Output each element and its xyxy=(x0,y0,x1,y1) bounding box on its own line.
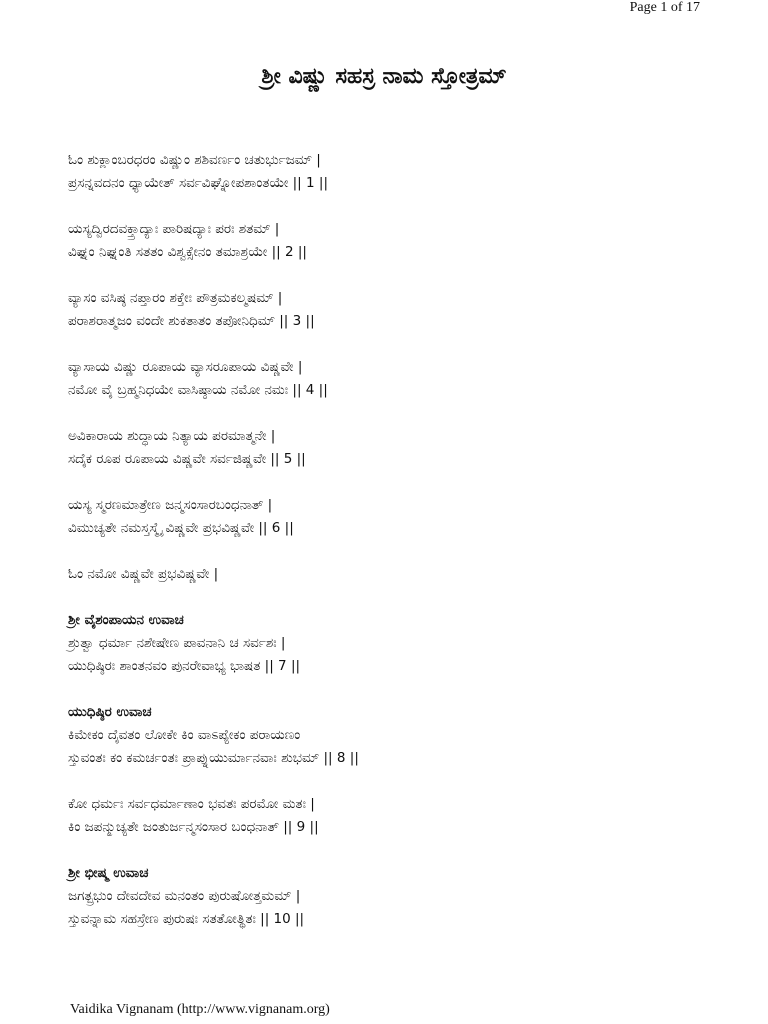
verse-block xyxy=(68,218,728,264)
verse-block xyxy=(68,356,728,402)
verse-line: ಯಸ್ಯದ್ವಿರದವಕ್ತ್ರಾದ್ಯಾಃ ಪಾರಿಷದ್ಯಾಃ ಪರಃ ಶತಮ್ | xyxy=(68,221,280,237)
verse-block xyxy=(68,149,728,195)
verse-line: ಓಂ ಶುಕ್ಲಾಂಬರಧರಂ ವಿಷ್ಣುಂ ಶಶಿವರ್ಣಂ ಚತುರ್ಭುಜಮ್ | xyxy=(68,152,321,168)
verse-line: ನಮೋ ವೈ ಬ್ರಹ್ಮನಿಧಯೇ ವಾಸಿಷ್ಠಾಯ ನಮೋ ನಮಃ || 4 || xyxy=(68,382,328,398)
verse-line: ವಿಘ್ನಂ ನಿಘ್ನಂತಿ ಸತತಂ ವಿಶ್ವಕ್ಸೇನಂ ತಮಾಶ್ರಯೇ || 2 || xyxy=(68,244,307,260)
verse-line: ಓಂ ನಮೋ ವಿಷ್ಣವೇ ಪ್ರಭವಿಷ್ಣವೇ | xyxy=(68,566,219,582)
verse-line: ವ್ಯಾಸಂ ವಸಿಷ್ಠ ನಪ್ತಾರಂ ಶಕ್ತೇಃ ಪೌತ್ರಮಕಲ್ಮಷಮ್ | xyxy=(68,290,283,306)
verse-line: ಯುಧಿಷ್ಠಿರಃ ಶಾಂತನವಂ ಪುನರೇವಾಭ್ಯ ಭಾಷತ || 7 || xyxy=(68,658,301,674)
verse-line: ಸ್ತುವಂತಃ ಕಂ ಕಮರ್ಚಂತಃ ಪ್ರಾಪ್ನುಯುರ್ಮಾನವಾಃ ಶುಭಮ್ || 8 || xyxy=(68,750,359,766)
speaker-heading: ಯುಧಿಷ್ಠಿರ ಉವಾಚ xyxy=(68,704,152,720)
verse-block xyxy=(68,862,728,931)
verse-line: ಸದೈಕ ರೂಪ ರೂಪಾಯ ವಿಷ್ಣವೇ ಸರ್ವಜಿಷ್ಣವೇ || 5 || xyxy=(68,451,306,467)
verse-block xyxy=(68,701,728,770)
page-number: Page 1 of 17 xyxy=(629,0,700,15)
speaker-heading: ಶ್ರೀ ವೈಶಂಪಾಯನ ಉವಾಚ xyxy=(68,612,184,628)
verse-line: ಪ್ರಸನ್ನವದನಂ ಧ್ಯಾಯೇತ್ ಸರ್ವವಿಘ್ನೋಪಶಾಂತಯೇ || 1 || xyxy=(68,175,328,191)
verse-line: ಪರಾಶರಾತ್ಮಜಂ ವಂದೇ ಶುಕತಾತಂ ತಪೋನಿಧಿಮ್ || 3 || xyxy=(68,313,315,329)
document-title: ಶ್ರೀ ವಿಷ್ಣು ಸಹಸ್ರ ನಾಮ ಸ್ತೋತ್ರಮ್ xyxy=(261,64,507,89)
verse-line: ಸ್ತುವನ್ನಾಮ ಸಹಸ್ರೇಣ ಪುರುಷಃ ಸತತೋತ್ಥಿತಃ || 10 || xyxy=(68,911,305,927)
stanza-list xyxy=(68,149,728,954)
verse-block xyxy=(68,609,728,678)
verse-line: ಅವಿಕಾರಾಯ ಶುದ್ಧಾಯ ನಿತ್ಯಾಯ ಪರಮಾತ್ಮನೇ | xyxy=(68,428,276,444)
verse-block xyxy=(68,563,728,586)
verse-line: ಕಿಂ ಜಪನ್ಮುಚ್ಯತೇ ಜಂತುರ್ಜನ್ಮಸಂಸಾರ ಬಂಧನಾತ್ || 9 || xyxy=(68,819,319,835)
verse-block xyxy=(68,287,728,333)
speaker-heading: ಶ್ರೀ ಭೀಷ್ಮ ಉವಾಚ xyxy=(68,865,149,881)
verse-block xyxy=(68,793,728,839)
verse-block xyxy=(68,425,728,471)
verse-line: ವ್ಯಾಸಾಯ ವಿಷ್ಣು ರೂಪಾಯ ವ್ಯಾಸರೂಪಾಯ ವಿಷ್ಣವೇ | xyxy=(68,359,303,375)
footer-credit: Vaidika Vignanam (http://www.vignanam.org) xyxy=(70,1002,330,1017)
verse-block xyxy=(68,494,728,540)
verse-line: ಯಸ್ಯ ಸ್ಮರಣಮಾತ್ರೇಣ ಜನ್ಮಸಂಸಾರಬಂಧನಾತ್ | xyxy=(68,497,273,513)
verse-line: ಜಗತ್ಪ್ರಭುಂ ದೇವದೇವ ಮನಂತಂ ಪುರುಷೋತ್ತಮಮ್ | xyxy=(68,888,301,904)
verse-line: ಕೋ ಧರ್ಮಃ ಸರ್ವಧರ್ಮಾಣಾಂ ಭವತಃ ಪರಮೋ ಮತಃ | xyxy=(68,796,315,812)
verse-line: ಶ್ರುತ್ವಾ ಧರ್ಮಾ ನಶೇಷೇಣ ಪಾವನಾನಿ ಚ ಸರ್ವಶಃ | xyxy=(68,635,286,651)
verse-line: ವಿಮುಚ್ಯತೇ ನಮಸ್ತಸ್ಮೈ ವಿಷ್ಣವೇ ಪ್ರಭವಿಷ್ಣವೇ || 6 || xyxy=(68,520,294,536)
verse-line: ಕಿಮೇಕಂ ದೈವತಂ ಲೋಕೇ ಕಿಂ ವಾಽಪ್ಯೇಕಂ ಪರಾಯಣಂ xyxy=(68,727,301,743)
